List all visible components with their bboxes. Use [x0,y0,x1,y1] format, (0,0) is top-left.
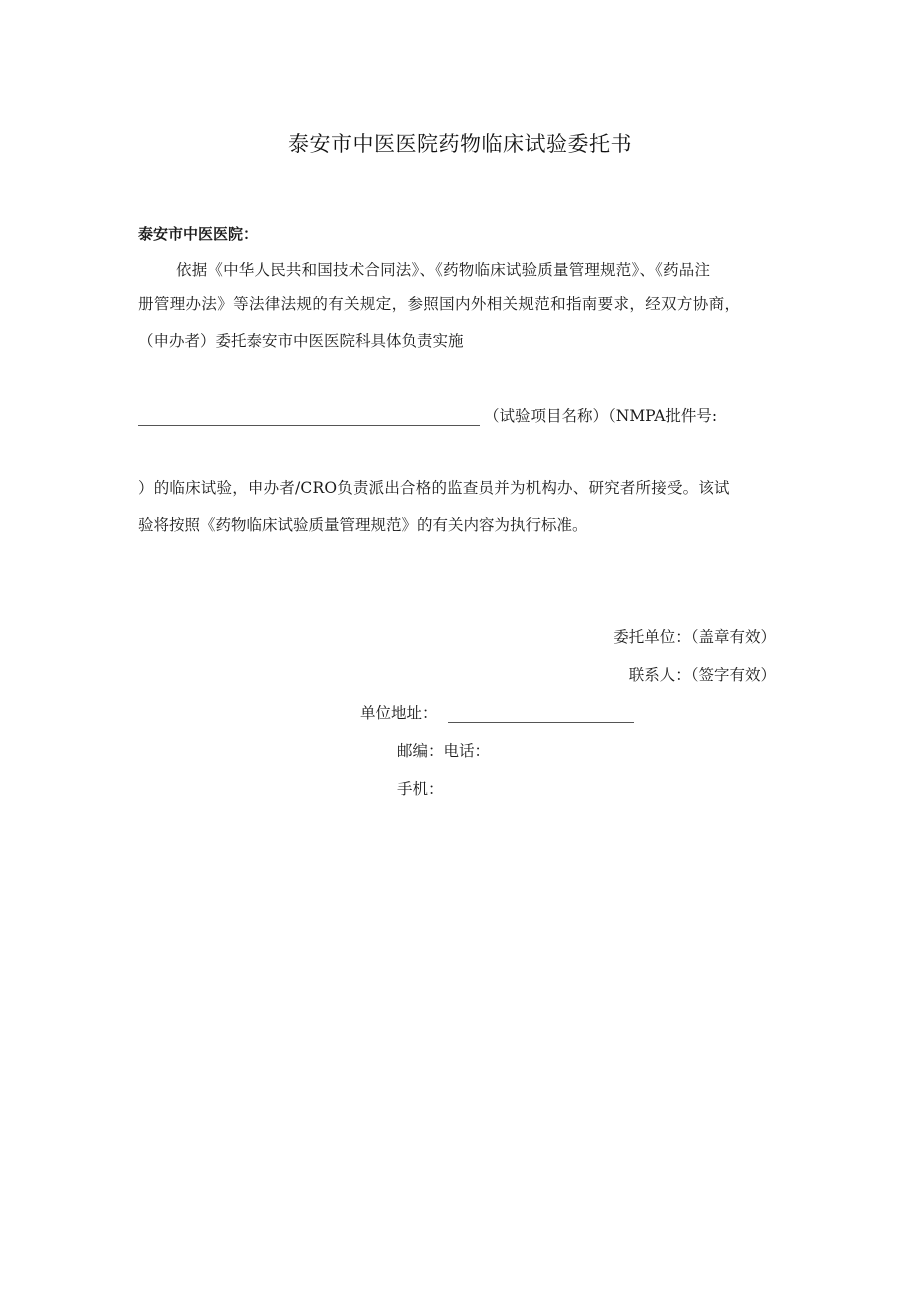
project-name-line [138,406,717,426]
signature-unit: 委托单位：（盖章有效） [613,628,776,646]
address-blank [448,706,634,723]
body-paragraph-1-line-1: 依据《中华人民共和国技术合同法》、《药物临床试验质量管理规范》、《药品注 [176,261,711,279]
document-title: 泰安市中医医院药物临床试验委托书 [288,132,632,156]
salutation: 泰安市中医医院： [138,225,259,243]
address-row [360,703,634,723]
project-name-suffix: （试验项目名称）（NMPA批件号: [484,407,718,425]
body-paragraph-1-line-2: 册管理办法》等法律法规的有关规定，参照国内外相关规范和指南要求，经双方协商， [138,295,741,313]
project-name-blank [138,409,480,426]
body-paragraph-3-line-1: ）的临床试验，申办者/CRO负责派出合格的监查员并为机构办、研究者所接受。该试 [138,479,730,497]
postcode-phone-row: 邮编：电话： [397,742,491,760]
address-label: 单位地址： [360,704,438,722]
body-paragraph-3-line-2: 验将按照《药物临床试验质量管理规范》的有关内容为执行标准。 [138,516,588,534]
mobile-row: 手机： [397,780,444,798]
signature-contact: 联系人：（签字有效） [628,666,776,684]
body-paragraph-1-line-3: （申办者）委托泰安市中医医院科具体负责实施 [138,332,464,350]
